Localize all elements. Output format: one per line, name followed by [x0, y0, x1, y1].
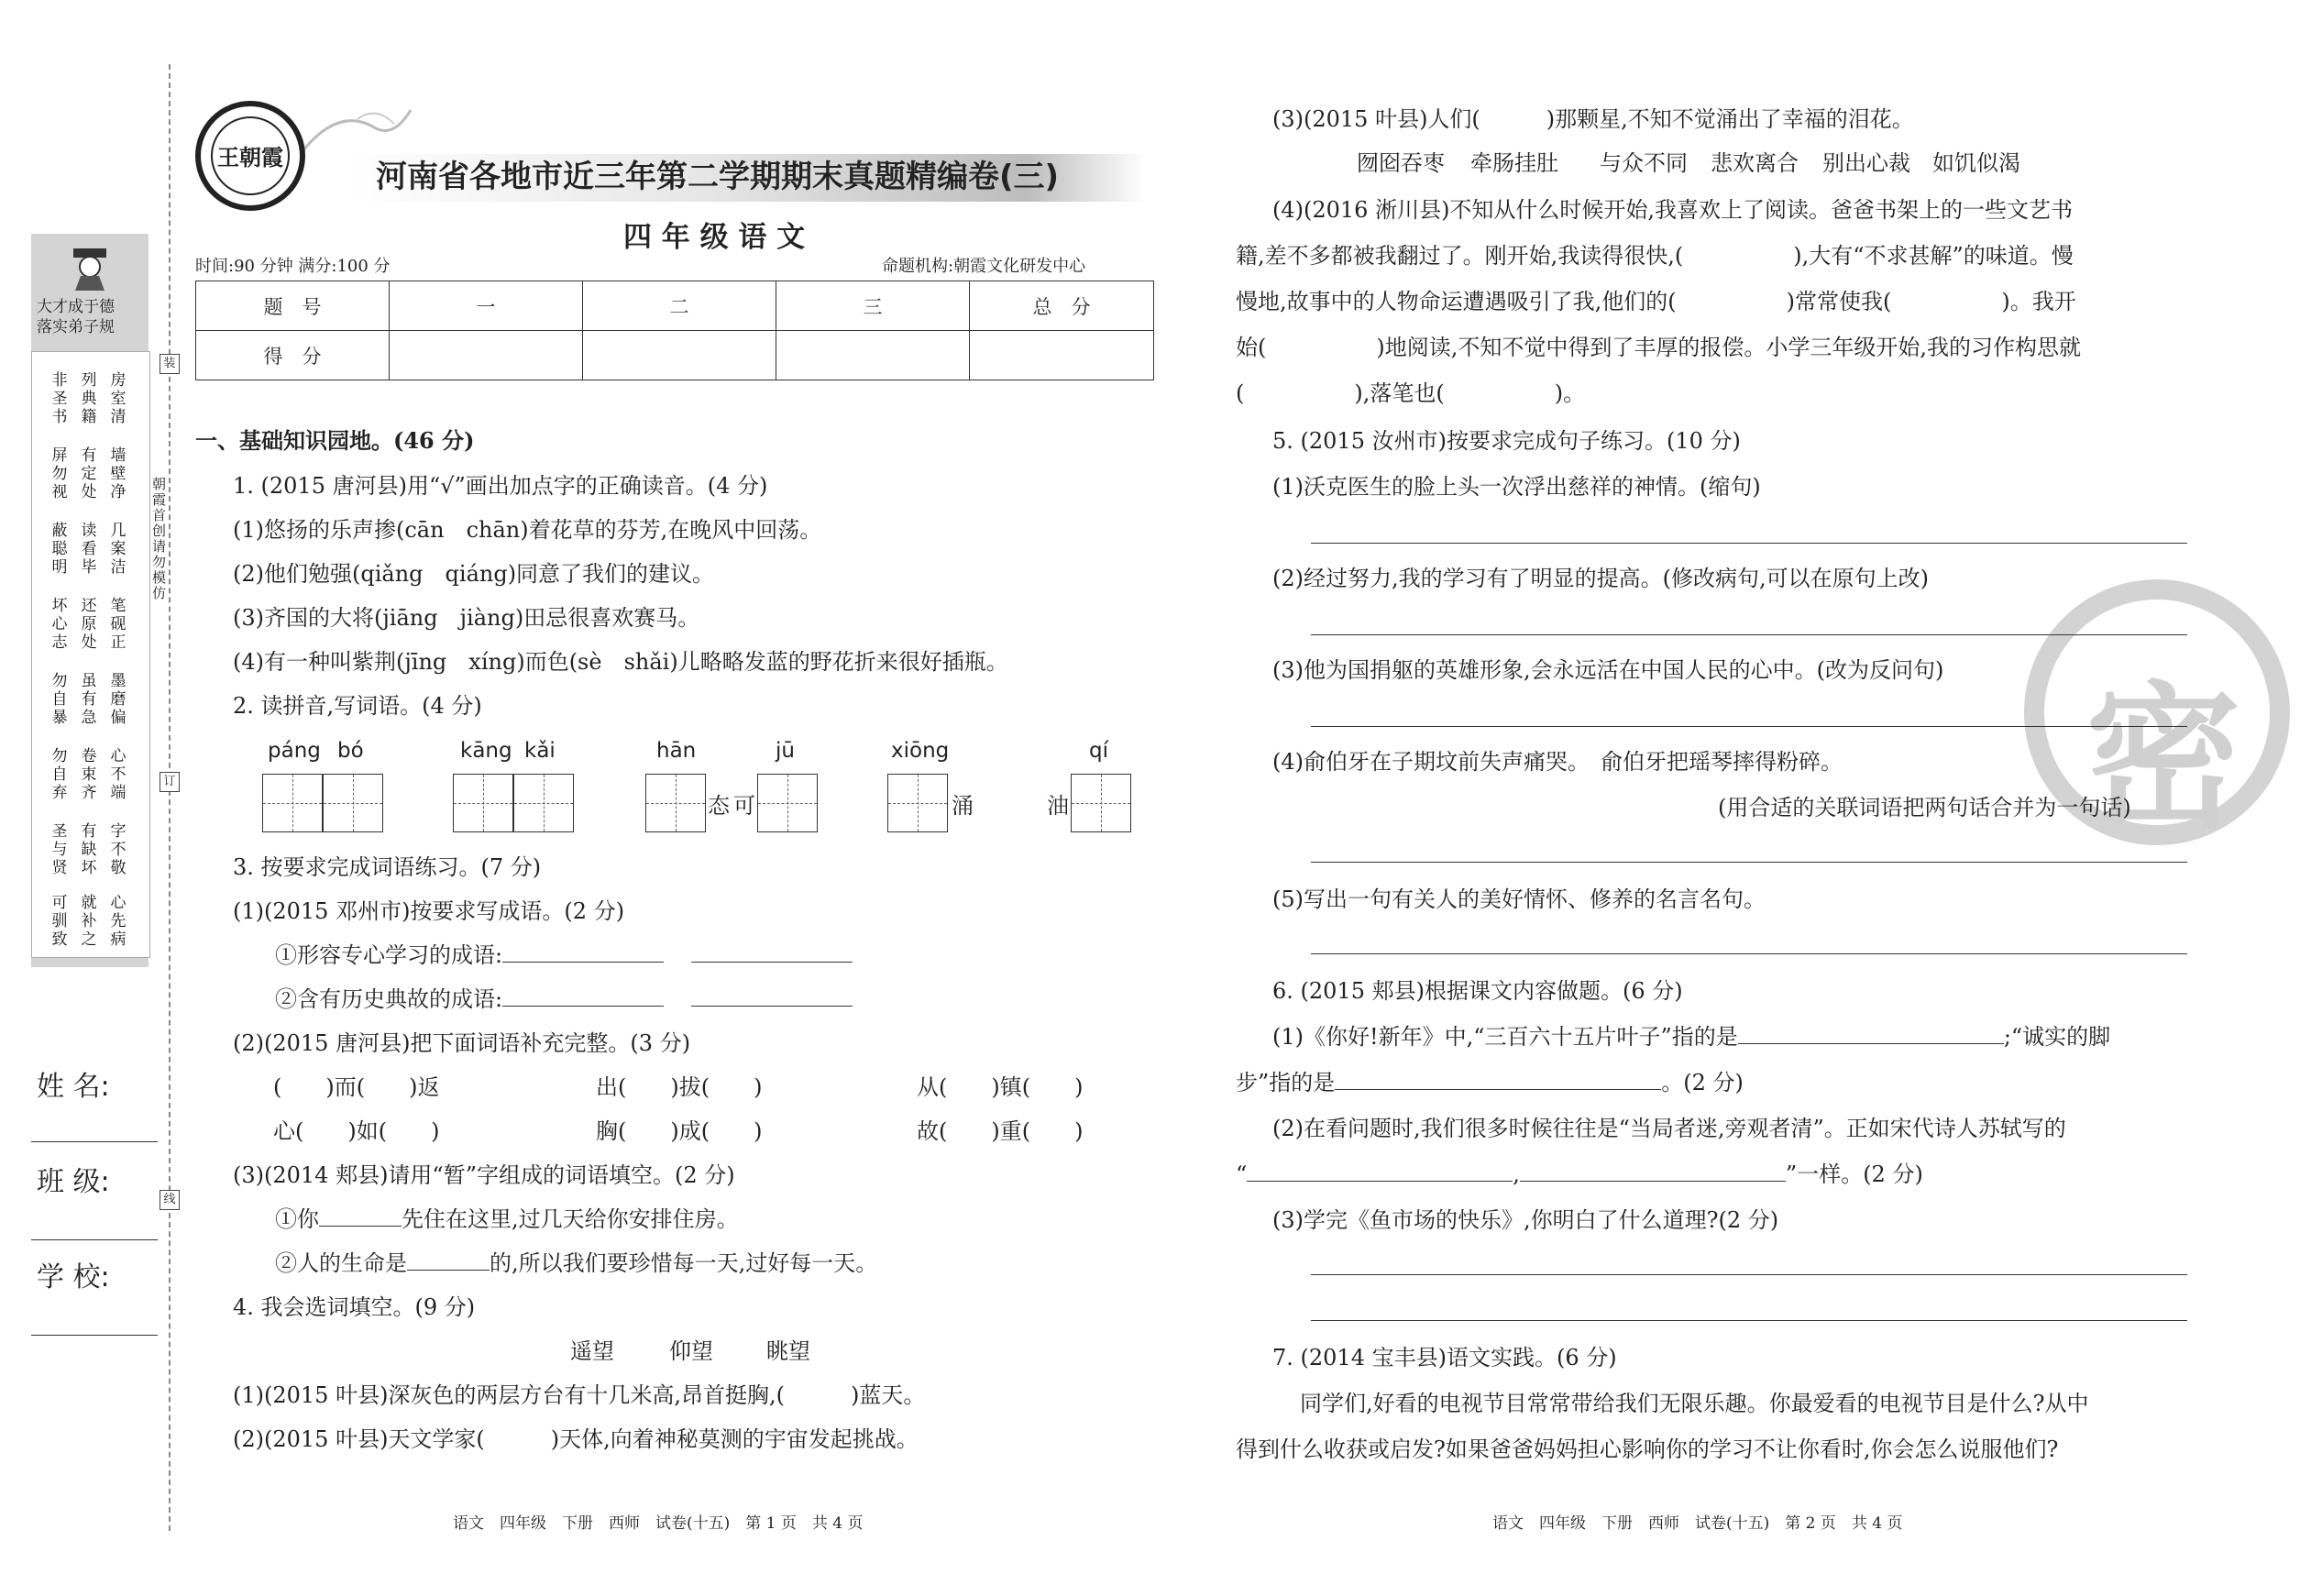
answer-line[interactable]: [1311, 953, 2187, 954]
motto-col: 墙壁净: [110, 446, 127, 501]
answer-blank[interactable]: [407, 1249, 490, 1271]
question-6-2-line2: [1236, 1161, 1923, 1188]
word-option: 如饥似渴: [1932, 150, 2020, 176]
word-option: 囫囵吞枣: [1357, 150, 1445, 176]
motto-col: 坏心志: [51, 597, 68, 652]
motto-col: 有缺坏: [81, 822, 97, 877]
class-label: 班 级:: [37, 1166, 110, 1198]
score-cell[interactable]: [776, 331, 970, 380]
word-char: 态: [708, 793, 730, 819]
word-char: 油: [1047, 793, 1069, 819]
organizer: 命题机构:朝霞文化研发中心: [882, 257, 1086, 276]
q6-1-pre: (1)《你好!新年》中,“三百六十五片叶子”指的是: [1272, 1024, 1738, 1050]
pinyin-label: qí: [1089, 739, 1108, 763]
question-1-4: (4)有一种叫紫荆(jīng xíng)而色(sè shǎi)儿略略发蓝的野花折来很好插瓶。: [233, 649, 1008, 675]
question-5-1: (1)沃克医生的脸上头一次浮出慈祥的神情。(缩句): [1272, 474, 1761, 500]
answer-line[interactable]: [1311, 543, 2187, 544]
q3-3a-pre: ①你: [275, 1206, 319, 1232]
question-3-1b: [275, 985, 853, 1013]
question-6-1: [1272, 1023, 2110, 1051]
motto-col: 几案洁: [110, 522, 127, 577]
footer-left: 语文 四年级 下册 西师 试卷(十五) 第 1 页 共 4 页: [453, 1514, 864, 1533]
q3-1a-text: ①形容专心学习的成语:: [275, 942, 503, 968]
question-3-1: (1)(2015 邓州市)按要求写成语。(2 分): [233, 898, 625, 924]
pinyin-label: jū: [776, 739, 795, 763]
question-3: 3. 按要求完成词语练习。(7 分): [233, 854, 542, 880]
sidebar-motto-1: 大才成于德: [37, 298, 115, 316]
exam-title: 河南省各地市近三年第二学期期末真题精编卷(三): [376, 159, 1060, 195]
q6-2-open: “: [1236, 1161, 1248, 1187]
word-option: 别出心裁: [1822, 150, 1910, 176]
score-header-cell: 二: [583, 281, 776, 331]
motto-col: 虽有急: [81, 672, 97, 727]
question-4-4-line: 慢地,故事中的人物命运遭遇吸引了我,他们的( )常常使我( )。我开: [1236, 289, 2076, 314]
motto-col: 心先病: [110, 894, 127, 949]
q6-2-comma: ,: [1513, 1161, 1520, 1187]
motto-col: 蔽聪明: [51, 522, 68, 577]
question-4-3: (3)(2015 叶县)人们( )那颗星,不知不觉涌出了幸福的泪花。: [1272, 106, 1914, 132]
motto-col: 心不端: [110, 747, 127, 802]
answer-blank[interactable]: [691, 941, 853, 963]
class-field[interactable]: [31, 1239, 158, 1240]
score-row-label: 得 分: [196, 331, 390, 380]
binding-mark-3: 线: [160, 1190, 180, 1210]
score-cell[interactable]: [583, 331, 776, 380]
motto-col: 圣与贤: [51, 822, 68, 877]
question-5-4-note: (用合适的关联词语把两句话合并为一句话): [1718, 795, 2131, 820]
binding-mark-1: 装: [160, 354, 180, 374]
word-option: 遥望: [570, 1338, 614, 1364]
question-4-1: (1)(2015 叶县)深灰色的两层方台有十几米高,昂首挺胸,( )蓝天。: [233, 1382, 926, 1408]
question-6: 6. (2015 郏县)根据课文内容做题。(6 分): [1272, 978, 1683, 1004]
pinyin-label: kāng: [460, 739, 512, 763]
time-info: 时间:90 分钟 满分:100 分: [195, 257, 391, 276]
question-5: 5. (2015 汝州市)按要求完成句子练习。(10 分): [1272, 428, 1741, 454]
answer-blank[interactable]: [319, 1205, 402, 1227]
question-7-line: 得到什么收获或启发?如果爸爸妈妈担心影响你的学习不让你看时,你会怎么说服他们?: [1236, 1436, 2059, 1462]
word-char: 涌: [952, 793, 974, 819]
banner-ribbon-icon: [303, 101, 413, 156]
motto-col: 可驯致: [51, 894, 68, 949]
word-option: 与众不同: [1600, 150, 1688, 176]
question-5-4: (4)俞伯牙在子期坟前失声痛哭。 俞伯牙把瑶琴摔得粉碎。: [1272, 749, 1843, 775]
question-3-3: (3)(2014 郏县)请用“暂”字组成的词语填空。(2 分): [233, 1162, 735, 1188]
answer-blank[interactable]: [1738, 1023, 2004, 1044]
word-option: 牵肠挂肚: [1470, 150, 1558, 176]
question-5-2: (2)经过努力,我的学习有了明显的提高。(修改病句,可以在原句上改): [1272, 566, 1929, 591]
word-option: 悲欢离合: [1711, 150, 1799, 176]
word-option: 仰望: [669, 1338, 713, 1364]
score-cell[interactable]: [970, 331, 1154, 380]
motto-col: 墨磨偏: [110, 672, 127, 727]
question-4-2: (2)(2015 叶县)天文学家( )天体,向着神秘莫测的宇宙发起挑战。: [233, 1426, 919, 1452]
fill-blank-idiom[interactable]: ( )而( )返: [273, 1074, 440, 1100]
question-6-3: (3)学完《鱼市场的快乐》,你明白了什么道理?(2 分): [1272, 1207, 1779, 1233]
fill-blank-idiom[interactable]: 出( )拔( ): [596, 1074, 763, 1100]
question-3-1a: [275, 941, 853, 969]
brand-name: 王朝霞: [211, 116, 290, 195]
subject-title: 四 年 级 语 文: [623, 221, 806, 254]
motto-col: 字不敬: [110, 822, 127, 877]
word-option: 眺望: [766, 1338, 810, 1364]
dashed-binding-line: [169, 64, 171, 1531]
confidential-seal-glyph: 密: [2085, 668, 2242, 850]
answer-blank[interactable]: [502, 985, 664, 1007]
motto-col: 笔砚正: [110, 597, 127, 652]
question-4: 4. 我会选词填空。(9 分): [233, 1294, 476, 1320]
score-header-row: [196, 281, 1154, 331]
score-header-cell: 总 分: [970, 281, 1154, 331]
motto-col: 还原处: [81, 597, 97, 652]
score-header-cell: 题 号: [196, 281, 390, 331]
question-4-4-line: 始( )地阅读,不知不觉中得到了丰厚的报偿。小学三年级开始,我的习作构思就: [1236, 335, 2081, 360]
name-label: 姓 名:: [37, 1071, 110, 1103]
q6-1-mid: ;“诚实的脚: [2003, 1024, 2111, 1050]
answer-line[interactable]: [1311, 1320, 2187, 1321]
motto-col: 列典籍: [81, 371, 97, 426]
q6-1-l2-post: 。(2 分): [1661, 1070, 1744, 1095]
q3-3a-post: 先住在这里,过几天给你安排住房。: [402, 1206, 739, 1232]
sidebar-motto-2: 落实弟子规: [37, 318, 115, 336]
score-cell[interactable]: [390, 331, 583, 380]
binding-mark-2: 订: [160, 772, 180, 792]
question-1-3: (3)齐国的大将(jiāng jiàng)田忌很喜欢赛马。: [233, 605, 700, 631]
pinyin-label: kǎi: [524, 739, 556, 763]
question-5-5: (5)写出一句有关人的美好情怀、修养的名言名句。: [1272, 886, 1766, 912]
motto-col: 勿自弃: [51, 747, 68, 802]
sidebar-motto-panel: [31, 234, 149, 967]
question-4-4-line: ( ),落笔也( )。: [1236, 380, 1586, 406]
score-header-cell: 一: [390, 281, 583, 331]
writing-box[interactable]: [1071, 774, 1131, 832]
question-6-2: (2)在看问题时,我们很多时候往往是“当局者迷,旁观者清”。正如宋代诗人苏轼写的: [1272, 1116, 2066, 1141]
score-input-row: [196, 331, 1154, 380]
pinyin-label: bó: [337, 739, 364, 763]
q3-3b-pre: ②人的生命是: [275, 1250, 407, 1276]
writing-box[interactable]: [513, 774, 574, 832]
school-field[interactable]: [31, 1335, 158, 1336]
writing-box[interactable]: [323, 774, 383, 832]
word-char: 可: [733, 793, 755, 819]
writing-box[interactable]: [887, 774, 948, 832]
motto-col: 有定处: [81, 446, 97, 501]
name-field[interactable]: [31, 1141, 158, 1142]
question-1: 1. (2015 唐河县)用“√”画出加点字的正确读音。(4 分): [233, 473, 768, 499]
motto-col: 就补之: [81, 894, 97, 949]
question-6-1-line2: [1236, 1069, 1744, 1096]
scholar-figure-icon: [66, 245, 114, 292]
writing-box[interactable]: [757, 774, 818, 832]
q3-1b-text: ②含有历史典故的成语:: [275, 986, 503, 1012]
q3-3b-post: 的,所以我们要珍惜每一天,过好每一天。: [490, 1250, 878, 1276]
motto-col: 屏勿视: [51, 446, 68, 501]
school-label: 学 校:: [37, 1261, 110, 1293]
motto-col: 卷束齐: [81, 747, 97, 802]
writing-box[interactable]: [262, 774, 323, 832]
q6-1-l2-pre: 步”指的是: [1236, 1070, 1336, 1095]
question-4-4-line: 籍,差不多都被我翻过了。刚开始,我读得很快,( ),大有“不求甚解”的味道。慢: [1236, 243, 2074, 269]
question-1-1: (1)悠扬的乐声掺(cān chān)着花草的芬芳,在晚风中回荡。: [233, 517, 822, 543]
q6-2-close: ”一样。(2 分): [1785, 1161, 1923, 1187]
answer-blank[interactable]: [691, 985, 853, 1007]
question-3-3b: [275, 1249, 877, 1277]
pinyin-label: hān: [656, 739, 697, 763]
writing-box[interactable]: [453, 774, 513, 832]
answer-blank[interactable]: [1520, 1161, 1786, 1182]
question-7: 7. (2014 宝丰县)语文实践。(6 分): [1272, 1345, 1617, 1370]
question-2: 2. 读拼音,写词语。(4 分): [233, 693, 482, 719]
fill-blank-idiom[interactable]: 胸( )成( ): [596, 1118, 763, 1144]
pinyin-label: xiōng: [891, 739, 950, 763]
answer-blank[interactable]: [502, 941, 664, 963]
motto-col: 非圣书: [51, 371, 68, 426]
fill-blank-idiom[interactable]: 故( )重( ): [917, 1118, 1084, 1144]
motto-col: 房室清: [110, 371, 127, 426]
motto-col: 读看毕: [81, 522, 97, 577]
answer-line[interactable]: [1311, 862, 2187, 863]
fill-blank-idiom[interactable]: 心( )如( ): [273, 1118, 440, 1144]
question-3-2: (2)(2015 唐河县)把下面词语补充完整。(3 分): [233, 1030, 691, 1056]
footer-right: 语文 四年级 下册 西师 试卷(十五) 第 2 页 共 4 页: [1492, 1514, 1903, 1533]
answer-line[interactable]: [1311, 726, 2187, 727]
answer-blank[interactable]: [1247, 1161, 1513, 1182]
motto-col: 勿自暴: [51, 672, 68, 727]
question-3-3a: [275, 1205, 739, 1233]
question-1-2: (2)他们勉强(qiǎng qiáng)同意了我们的建议。: [233, 561, 715, 587]
question-5-3: (3)他为国捐躯的英雄形象,会永远活在中国人民的心中。(改为反问句): [1272, 657, 1944, 683]
score-table: [195, 281, 1154, 380]
pinyin-label: páng: [268, 739, 321, 763]
copyright-note: 朝霞首创 请勿模仿: [152, 476, 167, 601]
writing-box[interactable]: [645, 774, 706, 832]
fill-blank-idiom[interactable]: 从( )镇( ): [917, 1074, 1084, 1100]
question-7-line: 同学们,好看的电视节目常常带给我们无限乐趣。你最爱看的电视节目是什么?从中: [1300, 1391, 2089, 1416]
answer-blank[interactable]: [1335, 1069, 1661, 1090]
score-header-cell: 三: [776, 281, 970, 331]
section-1-heading: 一、基础知识园地。(46 分): [195, 427, 475, 454]
question-4-4-line: (4)(2016 淅川县)不知从什么时候开始,我喜欢上了阅读。爸爸书架上的一些文艺书: [1272, 197, 2074, 223]
answer-line[interactable]: [1311, 634, 2187, 635]
answer-line[interactable]: [1311, 1274, 2187, 1275]
